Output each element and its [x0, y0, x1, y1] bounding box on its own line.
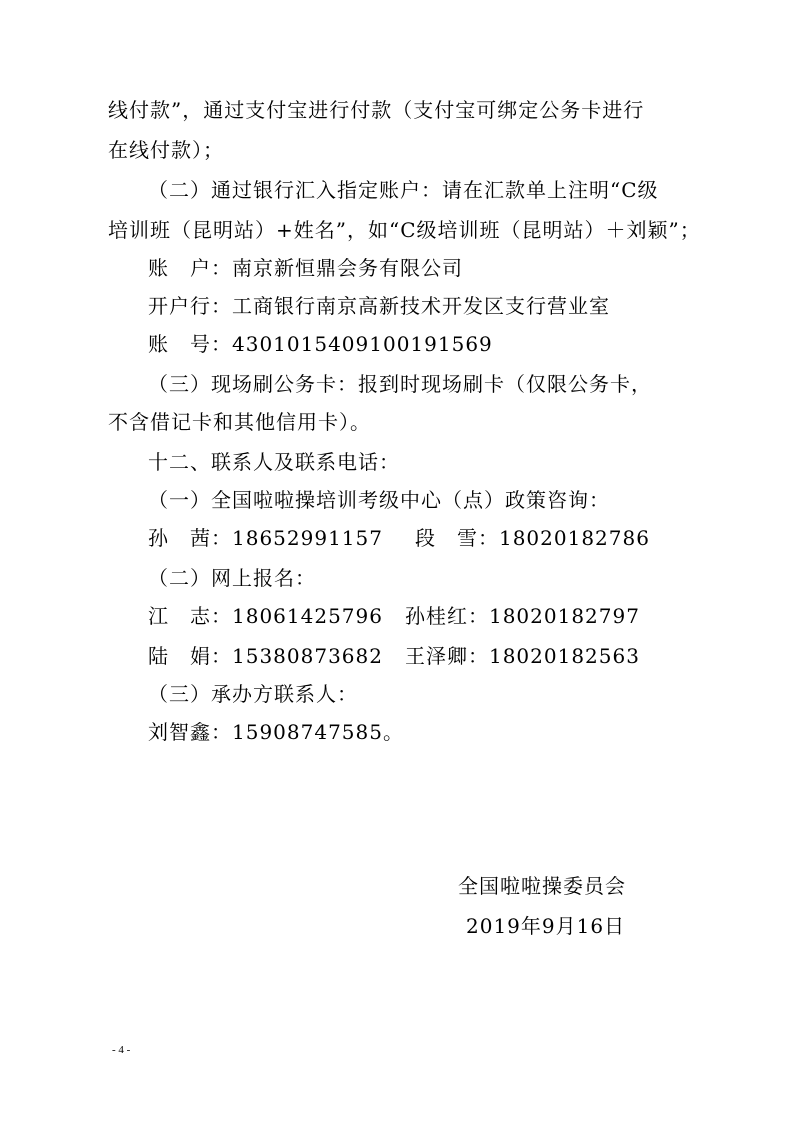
registration-contacts-row-2	[148, 644, 640, 668]
organizer-contact-heading: （三）承办方联系人：	[148, 682, 358, 706]
page-number: - 4 -	[112, 1044, 131, 1056]
contact-liu-zhixin: 刘智鑫：15908747585。	[148, 720, 404, 744]
payment-online-line-1: 线付款”，通过支付宝进行付款（支付宝可绑定公务卡进行	[108, 98, 645, 122]
registration-contacts-row-1	[148, 604, 640, 628]
contacts-heading: 十二、联系人及联系电话：	[148, 450, 400, 474]
card-payment-line-2: 不含借记卡和其他信用卡）。	[108, 410, 371, 434]
card-payment-line-1: （三）现场刷公务卡：报到时现场刷卡（仅限公务卡，	[148, 372, 652, 396]
payment-online-line-2: 在线付款）；	[108, 138, 224, 162]
policy-contacts-row	[148, 526, 650, 550]
account-number: 账 号：4301015409100191569	[148, 332, 493, 356]
contact-jiang-zhi: 江 志：18061425796	[148, 604, 383, 628]
contact-duan-xue: 段 雪：18020182786	[414, 526, 650, 550]
contact-sun-guihong: 孙桂红：18020182797	[404, 604, 640, 628]
bank-transfer-note: 培训班（昆明站）+姓名”，如“C级培训班（昆明站）＋刘颖”；	[108, 218, 701, 242]
account-bank: 开户行：工商银行南京高新技术开发区支行营业室	[148, 294, 610, 318]
contact-sun-qian: 孙 茜：18652991157	[148, 526, 383, 550]
bank-transfer-heading: （二）通过银行汇入指定账户：请在汇款单上注明“C级	[148, 178, 659, 202]
signature-date: 2019年9月16日	[466, 914, 626, 938]
online-registration-heading: （二）网上报名：	[148, 566, 316, 590]
contact-lu-juan: 陆 娟：15380873682	[148, 644, 383, 668]
account-name: 账 户：南京新恒鼎会务有限公司	[148, 256, 463, 280]
contact-wang-zeqing: 王泽卿：18020182563	[404, 644, 640, 668]
policy-consult-heading: （一）全国啦啦操培训考级中心（点）政策咨询：	[148, 488, 610, 512]
signature-organization: 全国啦啦操委员会	[458, 874, 626, 898]
